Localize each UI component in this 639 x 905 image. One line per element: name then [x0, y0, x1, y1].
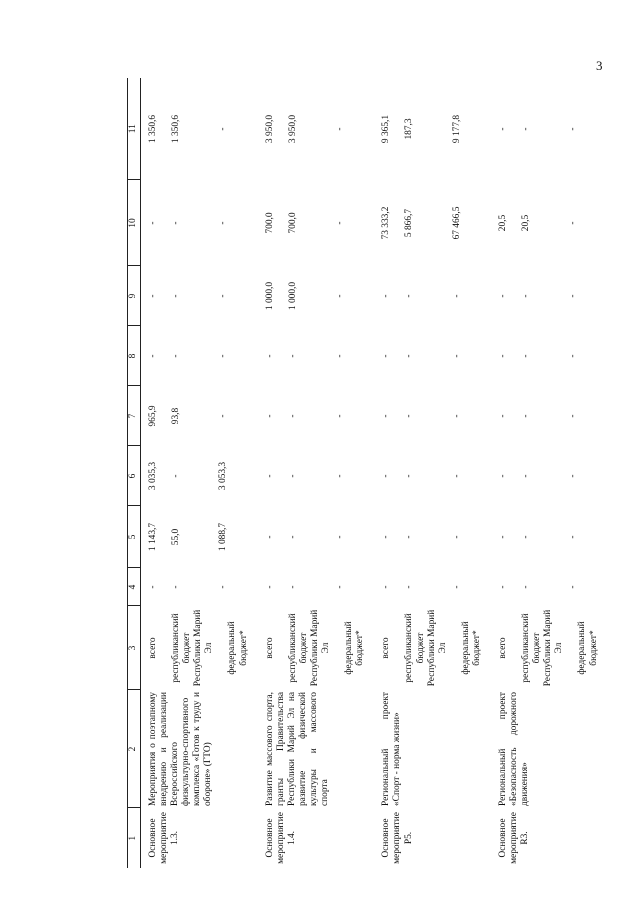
- value-line: 5 866,7: [404, 208, 415, 238]
- header-cell: 5: [128, 506, 141, 568]
- value-line: -: [451, 585, 462, 589]
- value-line: 1 350,6: [148, 114, 158, 144]
- value-line: -: [334, 221, 345, 225]
- value-cell: [141, 78, 258, 180]
- funding-source-label: всего: [148, 637, 158, 659]
- value-line: -: [218, 221, 229, 225]
- funding-source-label: республиканский бюджет Республики Марий Эл: [521, 609, 565, 687]
- value-line: -: [497, 127, 508, 131]
- value-line: 67 466,5: [451, 206, 462, 240]
- budget-table: [127, 78, 608, 868]
- value-line: -: [148, 294, 158, 298]
- activity-code-cell: Основное мероприятие Р5.: [381, 812, 414, 864]
- value-line: -: [451, 414, 462, 418]
- value-line: 965,9: [148, 405, 158, 427]
- value-cell: [374, 326, 491, 386]
- spacer: [159, 608, 171, 688]
- funding-source-cell: [491, 606, 608, 690]
- value-line: 3 035,3: [148, 461, 158, 491]
- value-line: -: [334, 585, 345, 589]
- funding-source-label: всего: [497, 637, 508, 659]
- value-line: -: [264, 474, 275, 478]
- value-line: -: [381, 535, 392, 539]
- value-line: -: [171, 294, 182, 298]
- activity-description-cell: Развитие массового спорта, гранты Правительства Республики Марий Эл на развитие физической культуры и массового спорта: [264, 692, 331, 806]
- value-line: -: [497, 294, 508, 298]
- value-line: 3 053,3: [218, 461, 229, 491]
- value-line: -: [171, 221, 182, 225]
- value-line: -: [568, 127, 579, 131]
- funding-source-label: федеральный бюджет*: [344, 621, 366, 675]
- value-line: -: [497, 535, 508, 539]
- value-line: 73 333,2: [381, 206, 392, 240]
- value-line: -: [568, 535, 579, 539]
- value-line: 3 950,0: [287, 114, 298, 144]
- value-line: -: [497, 414, 508, 418]
- value-cell: [258, 78, 375, 180]
- value-line: -: [568, 221, 579, 225]
- value-cell: [141, 386, 258, 446]
- value-cell: [374, 506, 491, 568]
- value-line: -: [404, 474, 415, 478]
- value-line: -: [218, 354, 229, 358]
- funding-source-label: республиканский бюджет Республики Марий Эл: [171, 609, 215, 687]
- value-cell: [374, 568, 491, 606]
- value-line: 700,0: [264, 212, 275, 234]
- value-line: -: [521, 535, 532, 539]
- activity-description-cell: Региональный проект «Спорт - норма жизни»: [381, 692, 403, 806]
- value-line: -: [404, 354, 415, 358]
- value-cell: [258, 506, 375, 568]
- value-line: -: [334, 354, 345, 358]
- value-cell: [258, 180, 375, 266]
- value-cell: [491, 180, 608, 266]
- table-body: [141, 78, 608, 868]
- spacer: [215, 608, 227, 688]
- header-cell: 4: [128, 568, 141, 606]
- value-line: -: [287, 414, 298, 418]
- rotated-table-container: [127, 78, 599, 868]
- activity-description-cell: Мероприятия о поэтапному внедрению и реализации Всероссийского физкультурно-спортивного комплекса «Готов к труду и обороне» (ГТО): [148, 692, 214, 806]
- activity-code-cell: Основное мероприятие 1.3.: [148, 812, 181, 864]
- value-line: -: [404, 585, 415, 589]
- value-line: -: [334, 294, 345, 298]
- value-line: 1 143,7: [148, 522, 158, 552]
- value-line: 55,0: [171, 528, 182, 546]
- header-cell: 9: [128, 266, 141, 326]
- value-line: -: [264, 535, 275, 539]
- value-cell: [491, 386, 608, 446]
- value-line: -: [171, 585, 182, 589]
- value-line: -: [264, 585, 275, 589]
- value-line: 3 950,0: [264, 114, 275, 144]
- value-line: -: [451, 474, 462, 478]
- value-line: -: [334, 127, 345, 131]
- value-line: 93,8: [171, 407, 182, 425]
- value-line: -: [381, 414, 392, 418]
- value-line: -: [264, 414, 275, 418]
- table-row: [491, 78, 608, 868]
- value-cell: [141, 506, 258, 568]
- spacer: [392, 608, 404, 688]
- value-cell: [491, 326, 608, 386]
- value-line: 20,5: [521, 214, 532, 232]
- funding-source-cell: [258, 606, 375, 690]
- value-line: 1 000,0: [264, 281, 275, 311]
- value-cell: [141, 266, 258, 326]
- value-line: -: [334, 535, 345, 539]
- value-cell: [374, 386, 491, 446]
- value-line: -: [568, 585, 579, 589]
- value-cell: [491, 78, 608, 180]
- value-line: -: [148, 354, 158, 358]
- value-line: -: [264, 354, 275, 358]
- value-cell: [374, 180, 491, 266]
- value-line: -: [404, 294, 415, 298]
- header-cell: 7: [128, 386, 141, 446]
- funding-source-cell: [141, 606, 258, 690]
- value-line: -: [521, 127, 532, 131]
- value-cell: [374, 78, 491, 180]
- value-cell: [258, 326, 375, 386]
- value-line: -: [218, 414, 229, 418]
- value-line: -: [521, 585, 532, 589]
- value-line: -: [521, 354, 532, 358]
- value-line: 1 088,7: [218, 522, 229, 552]
- funding-source-label: федеральный бюджет*: [577, 621, 599, 675]
- value-cell: [141, 446, 258, 506]
- value-line: 700,0: [287, 212, 298, 234]
- value-cell: [491, 506, 608, 568]
- value-line: -: [171, 354, 182, 358]
- header-row: [128, 78, 141, 868]
- value-line: -: [568, 474, 579, 478]
- value-line: -: [148, 221, 158, 225]
- spacer: [332, 608, 344, 688]
- value-line: -: [451, 354, 462, 358]
- header-cell: 1: [128, 808, 141, 868]
- table-row: [374, 78, 491, 868]
- funding-source-label: всего: [381, 637, 392, 659]
- value-line: -: [404, 414, 415, 418]
- value-line: 9 365,1: [381, 114, 392, 144]
- spacer: [449, 608, 461, 688]
- activity-description-cell: Региональный проект «Безопасность дорожного движения»: [497, 692, 531, 806]
- table-row: [141, 78, 258, 868]
- spacer: [509, 608, 521, 688]
- value-cell: [491, 568, 608, 606]
- value-line: -: [568, 294, 579, 298]
- header-cell: 11: [128, 78, 141, 180]
- value-cell: [491, 266, 608, 326]
- funding-source-label: федеральный бюджет*: [227, 621, 249, 675]
- funding-source-label: федеральный бюджет*: [460, 621, 482, 675]
- value-line: 1 000,0: [287, 281, 298, 311]
- value-line: -: [451, 535, 462, 539]
- value-line: -: [568, 414, 579, 418]
- value-cell: [258, 386, 375, 446]
- funding-source-cell: [374, 606, 491, 690]
- header-cell: 6: [128, 446, 141, 506]
- value-line: -: [287, 354, 298, 358]
- value-line: -: [334, 414, 345, 418]
- value-line: -: [148, 585, 158, 589]
- header-cell: 8: [128, 326, 141, 386]
- funding-source-label: всего: [264, 637, 275, 659]
- table-row: [258, 78, 375, 868]
- value-cell: [258, 446, 375, 506]
- value-line: -: [287, 474, 298, 478]
- page-number: 3: [596, 58, 603, 73]
- value-cell: [258, 568, 375, 606]
- value-line: -: [497, 354, 508, 358]
- value-line: -: [334, 474, 345, 478]
- spacer: [276, 608, 288, 688]
- value-line: -: [497, 585, 508, 589]
- funding-source-label: республиканский бюджет Республики Марий Эл: [404, 609, 448, 687]
- value-line: -: [404, 535, 415, 539]
- value-line: -: [451, 294, 462, 298]
- value-cell: [141, 326, 258, 386]
- header-cell: 2: [128, 690, 141, 808]
- value-line: 20,5: [497, 214, 508, 232]
- value-line: 187,3: [404, 118, 415, 140]
- value-cell: [141, 180, 258, 266]
- value-cell: [374, 266, 491, 326]
- value-line: -: [381, 354, 392, 358]
- value-line: -: [287, 585, 298, 589]
- value-line: -: [521, 474, 532, 478]
- funding-source-label: республиканский бюджет Республики Марий Эл: [287, 609, 332, 687]
- value-line: -: [568, 354, 579, 358]
- value-line: -: [497, 474, 508, 478]
- value-line: -: [218, 585, 229, 589]
- value-line: -: [381, 294, 392, 298]
- value-line: 9 177,8: [451, 114, 462, 144]
- value-line: -: [171, 474, 182, 478]
- value-line: -: [218, 127, 229, 131]
- activity-code-cell: Основное мероприятие 1.4.: [264, 812, 297, 864]
- value-line: -: [521, 294, 532, 298]
- value-line: -: [521, 414, 532, 418]
- value-line: -: [381, 585, 392, 589]
- value-line: 1 350,6: [171, 114, 182, 144]
- value-line: -: [287, 535, 298, 539]
- value-line: -: [381, 474, 392, 478]
- activity-code-cell: Основное мероприятие R3.: [497, 812, 531, 864]
- header-cell: 10: [128, 180, 141, 266]
- value-cell: [491, 446, 608, 506]
- value-cell: [258, 266, 375, 326]
- spacer: [565, 608, 577, 688]
- value-cell: [141, 568, 258, 606]
- value-line: -: [218, 294, 229, 298]
- value-cell: [374, 446, 491, 506]
- header-cell: 3: [128, 606, 141, 690]
